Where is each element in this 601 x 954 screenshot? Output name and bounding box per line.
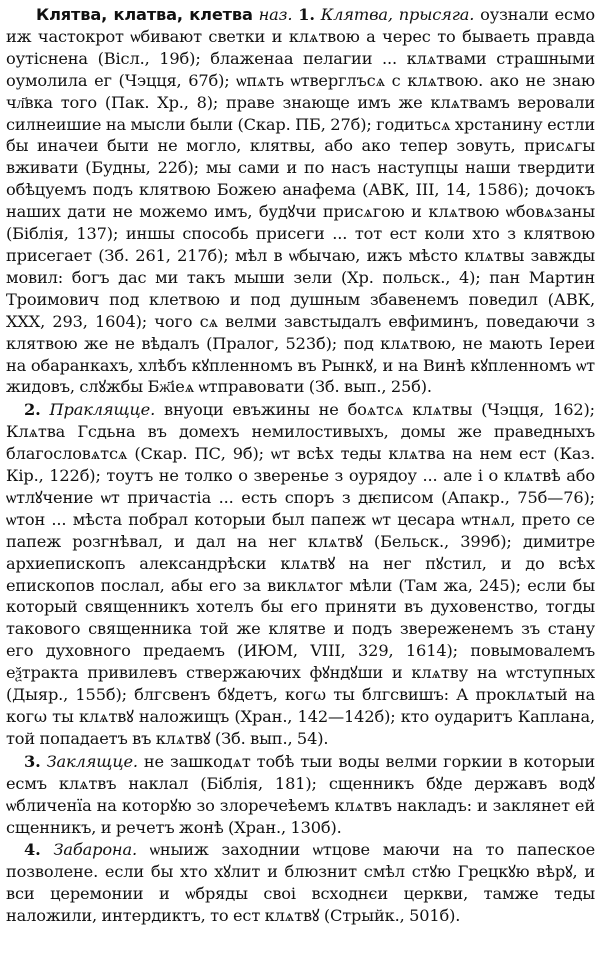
- sense-citations: ѡныиж заходнии ѡтцове маючи на то папеское позволене. если бы хто хꙋлит и блюзнит смѣл стꙋю Грецкꙋю вѣрꙋ, и вси церемонии и ѡбряды своі всходнєи церкви, тамже теды наложили, интердиктъ, то ест клѧтвꙋ (Стрыйк., 501б).: [6, 840, 596, 926]
- sense-number: 3.: [24, 751, 41, 771]
- dictionary-entry: [6, 4, 595, 950]
- sense-gloss: Праклящце.: [49, 400, 156, 420]
- entry-headword: Клятва, клатва, клетва: [36, 5, 253, 24]
- sense-1: [6, 4, 595, 398]
- sense-gloss: Забарона.: [53, 840, 137, 860]
- sense-number: 2.: [24, 400, 41, 420]
- sense-number: 1.: [298, 5, 315, 24]
- sense-3: [6, 751, 595, 839]
- sense-gloss: Клятва, прысяга.: [320, 5, 475, 24]
- sense-4: [6, 839, 595, 927]
- sense-2: [6, 399, 595, 750]
- sense-citations: не зашкодѧт тобѣ тыи воды велми горкии в которыи есмъ клѧтвъ наклал (Біблія, 181); сщенникъ бꙋде державъ водꙋ ѡбличенїа на которꙋю зо злоречеѣемъ клѧтвъ накладъ: и заклянет ей сщенникъ, и речетъ жонѣ (Хран., 130б).: [6, 751, 595, 837]
- sense-gloss: Заклящце.: [46, 751, 138, 771]
- sense-number: 4.: [24, 840, 41, 860]
- grammar-label: наз.: [258, 5, 293, 24]
- sense-citations: оузнали есмо иж частокрот ѡбивают светки и клѧтвою а черес то бываеть правда оутіснена (Вісл., 19б); блаженаа пелагии ... клѧтвами страшными оумолила ег (Чэцця, 67б); ѡпѧть ѡтверглъсѧ с клѧтвою. ако не знаю чл҃вка того (Пак. Хр., 8); праве знающе имъ же клѧтвамъ веровали силнеишие на мысли были (Скар. ПБ, 27б); годитьсѧ хрстанину естли бы иначеи быти не могло, клятвы, або ако тепер зовуть, присѧгы вживати (Будны, 22б); мы сами и по насъ наступцы наши твердити обѣцуемъ подъ клятвою Божею анафема (АВК, III, 14, 1586); дочокъ наших дати не можемо имъ, будꙋчи присѧгою и клѧтвою ѡбовѧзаны (Біблія, 137); иншы способь присеги ... тот ест коли хто з клятвою присегает (Зб. 261, 217б); мѣл в ѡбычаю, ижъ мѣсто клѧтвы завжды мовил: богъ дас ми такъ мыши зели (Хр. польск., 4); пан Мартин Троимович под клетвою и под душным збавенемъ поведил (АВК, XXX, 293, 1604); чого сѧ велми завстыдалъ евфиминъ, поведаючи з клятвою же не вѣдалъ (Пралог, 523б); под клѧтвою, не мають Іереи на обаранкахъ, хлѣбъ кꙋпленномъ въ Рынкꙋ, и на Винѣ кꙋпленномъ ѡт жидовъ, слꙋжбы Бж҃іеѧ ѡтправовати (Зб. вып., 25б).: [6, 5, 595, 397]
- sense-citations: внуоци евъжины не боѧтсѧ клѧтвы (Чэцця, 162); Клѧтва Гсдьна въ домехъ немилостивыхъ, домы же праведныхъ благословѧтсѧ (Скар. ПС, 9б); ѡт всѣх теды клѧтва на нем ест (Каз. Кір., 122б); тоутъ не толко о звереньe з оурядоу ... але і о клѧтвѣ або ѡтлꙋчение ѡт причастіа ... есть споръ з дѥписом (Апакр., 75б—76); ѡтон ... мѣста побрал которыи был папеж ѡт цесара ѡтнѧл, прето се папеж розгнѣвал, и дал на нег клѧтвꙋ (Бельск., 399б); димитре архиепископъ александрѣски клѧтвꙋ на нег пꙋстил, и до всѣх епископов послал, абы его за виклѧтог мѣли (Там жа, 245); если бы который священникъ хотелъ бы его приняти въ духовенство, тогды такового священника той же клятве и подъ звереженемъ зъ стану его духовного предаемъ (ИЮМ, VIII, 329, 1614); повымовалемъ еѯтракта привилевъ ствержаючих фꙋндꙋши и клѧтву на ѡтступных (Дыяр., 155б); блгсвенъ бꙋдетъ, когω ты блгсвишъ: А проклѧтый на когω ты клѧтвꙋ наложищъ (Хран., 142—142б); кто оударитъ Каплана, той попадаетъ въ клѧтвꙋ (Зб. вып., 54).: [6, 400, 595, 748]
